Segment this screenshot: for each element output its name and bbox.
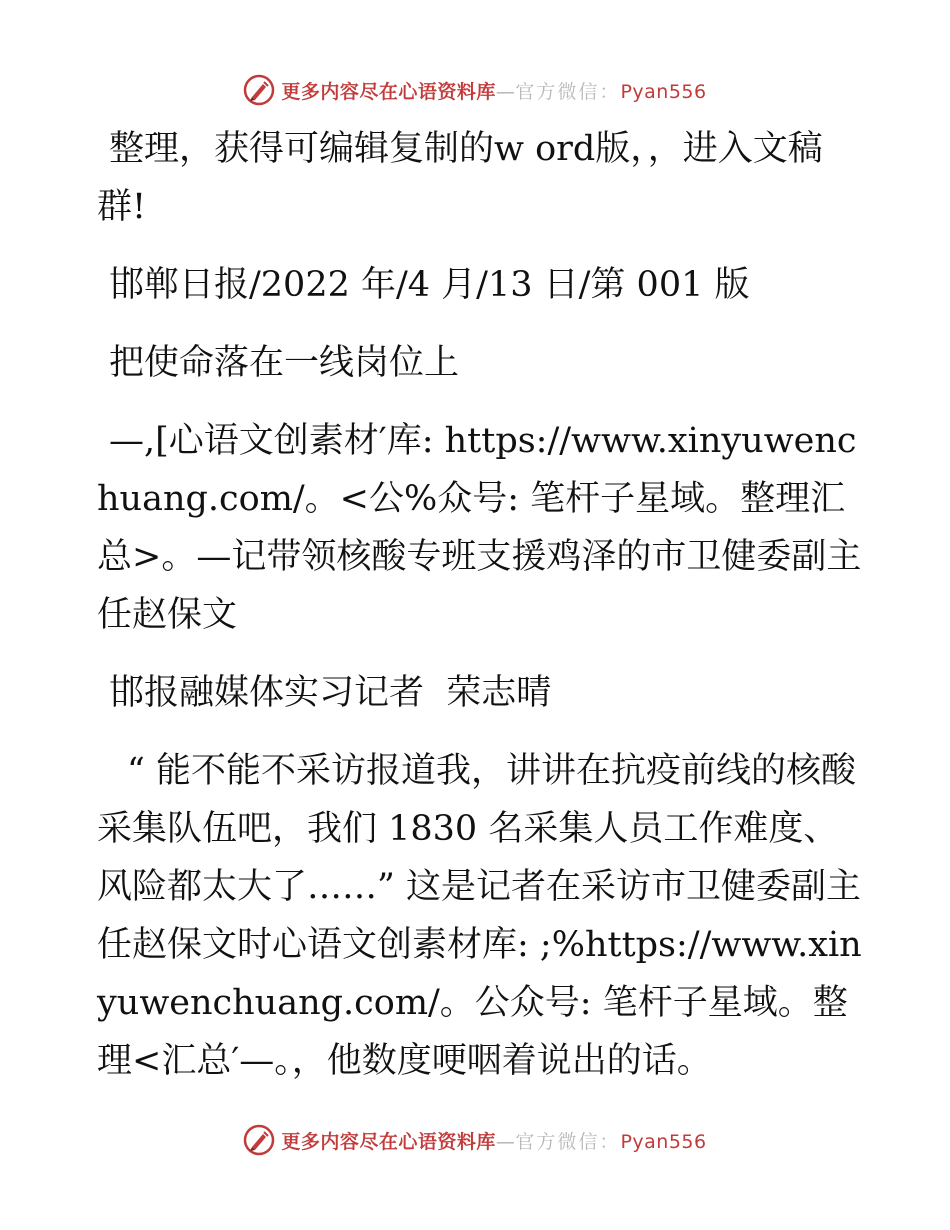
source-line: 邯郸日报/2022 年/4 月/13 日/第 001 版 — [109, 265, 750, 305]
byline: 邯报融媒体实习记者 荣志晴 — [109, 673, 552, 713]
article-title: 把使命落在一线岗位上 — [109, 343, 460, 383]
pen-logo-icon — [243, 1124, 275, 1156]
footer-banner — [0, 1120, 950, 1160]
banner-dash: — — [495, 80, 516, 103]
document-body — [97, 120, 867, 1110]
intro-paragraph: 整理，获得可编辑复制的w ord版，，进入文稿群! — [97, 129, 823, 227]
banner-main-text: 更多内容尽在心语资料库 — [281, 80, 496, 103]
banner-official-label: 官方微信： — [515, 1130, 621, 1153]
banner-content — [243, 1124, 706, 1156]
header-banner — [0, 70, 950, 110]
banner-text — [281, 1127, 706, 1154]
banner-dash: — — [495, 1130, 516, 1153]
banner-main-text: 更多内容尽在心语资料库 — [281, 1130, 496, 1153]
article-subtitle: —,[心语文创素材′库: https://www.xinyuwenchuang.com/。<公%众号: 笔杆子星域。整理汇总>。—记带领核酸专班支援鸡泽的市卫健委副主任赵保文 — [97, 421, 862, 635]
banner-wechat-id: Pyan556 — [620, 80, 707, 103]
banner-content — [243, 74, 706, 106]
pen-logo-icon — [243, 74, 275, 106]
body-paragraph: “ 能不能不采访报道我，讲讲在抗疫前线的核酸采集队伍吧，我们 1830 名采集人员工作难度、风险都太大了……” 这是记者在采访市卫健委副主任赵保文时心语文创素材库: ;%https://www.xinyuwenchuang.com/。公众号: 笔杆子星域。整理<汇总′—。，他数度哽咽着说出的话。 — [97, 751, 862, 1081]
banner-wechat-id: Pyan556 — [620, 1130, 707, 1153]
banner-official-label: 官方微信： — [515, 80, 621, 103]
banner-text — [281, 77, 706, 104]
